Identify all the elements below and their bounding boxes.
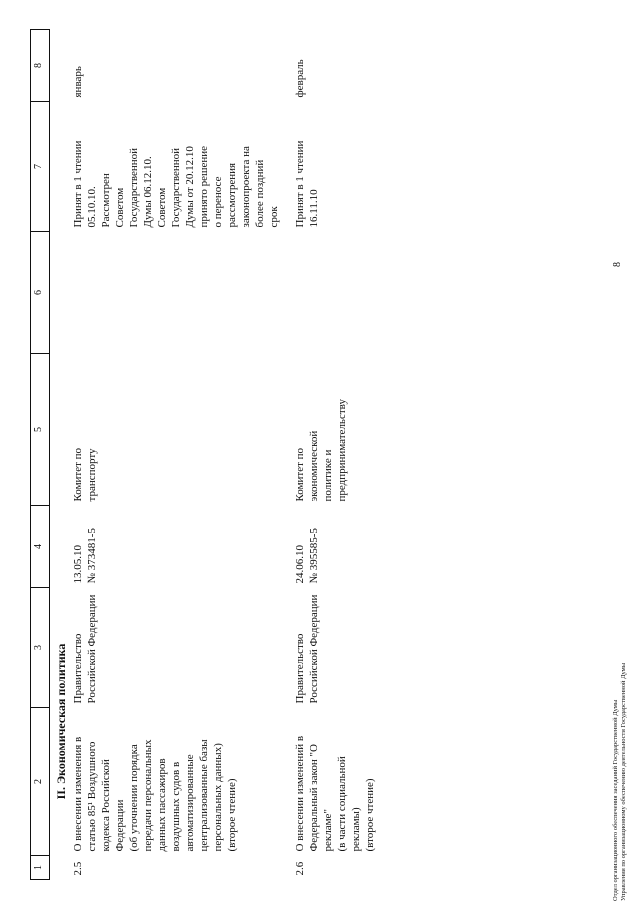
responsible-committee: Комитет по транспорту — [72, 447, 98, 502]
section-row — [50, 30, 69, 880]
footer-line: Управления по организационному обеспечению деятельности Государственной Думы — [620, 662, 627, 901]
bill-registration: 13.05.10 № 373481-5 — [72, 528, 98, 584]
column-header: 1 — [31, 856, 50, 880]
row-number: 2.6 — [294, 861, 306, 876]
column-6-cell — [281, 232, 377, 354]
bill-initiator: Правительство Российской Федерации — [294, 594, 320, 704]
bill-registration: 24.06.10 № 395585-5 — [294, 528, 320, 584]
page-footer — [612, 663, 628, 901]
section-title: II. Экономическая политика — [54, 643, 68, 800]
row-number: 2.5 — [72, 861, 84, 876]
column-header: 8 — [31, 30, 50, 102]
column-header: 4 — [31, 506, 50, 588]
responsible-committee: Комитет по экономической политике и предпринимательству — [294, 399, 348, 502]
column-header: 6 — [31, 232, 50, 354]
column-header: 5 — [31, 354, 50, 506]
bill-initiator: Правительство Российской Федерации — [72, 594, 98, 704]
column-number-header — [31, 30, 50, 880]
column-header: 7 — [31, 102, 50, 232]
bill-title: О внесении изменения в статью 85¹ Воздушного кодекса Российской Федерации (об уточнении порядка передачи персональных данных пассажиров воздушных судов в автоматизированные централизованные базы персональных данных) (второе чтение) — [72, 736, 238, 852]
table-row — [281, 30, 377, 880]
legislation-plan-table — [30, 29, 377, 880]
column-6-cell — [68, 232, 281, 354]
bill-title: О внесении изменений в Федеральный закон "О рекламе" (в части социальной рекламы) (второе чтение) — [294, 735, 376, 852]
scheduled-month: февраль — [294, 59, 306, 98]
column-header: 3 — [31, 588, 50, 708]
table-row — [68, 30, 281, 880]
scheduled-month: январь — [72, 66, 84, 98]
page-number: 8 — [612, 262, 623, 267]
footer-line: Отдел организационного обеспечения заседаний Государственной Думы — [612, 699, 619, 901]
bill-status: Принят в 1 чтении 16.11.10 — [294, 140, 320, 228]
column-header: 2 — [31, 708, 50, 856]
bill-status: Принят в 1 чтении 05.10.10. Рассмотрен Советом Государственной Думы 06.12.10. Советом Государственной Думы от 20.12.10 принято решение о переносе рассмотрения законопроекта на более поздний срок — [72, 140, 280, 228]
